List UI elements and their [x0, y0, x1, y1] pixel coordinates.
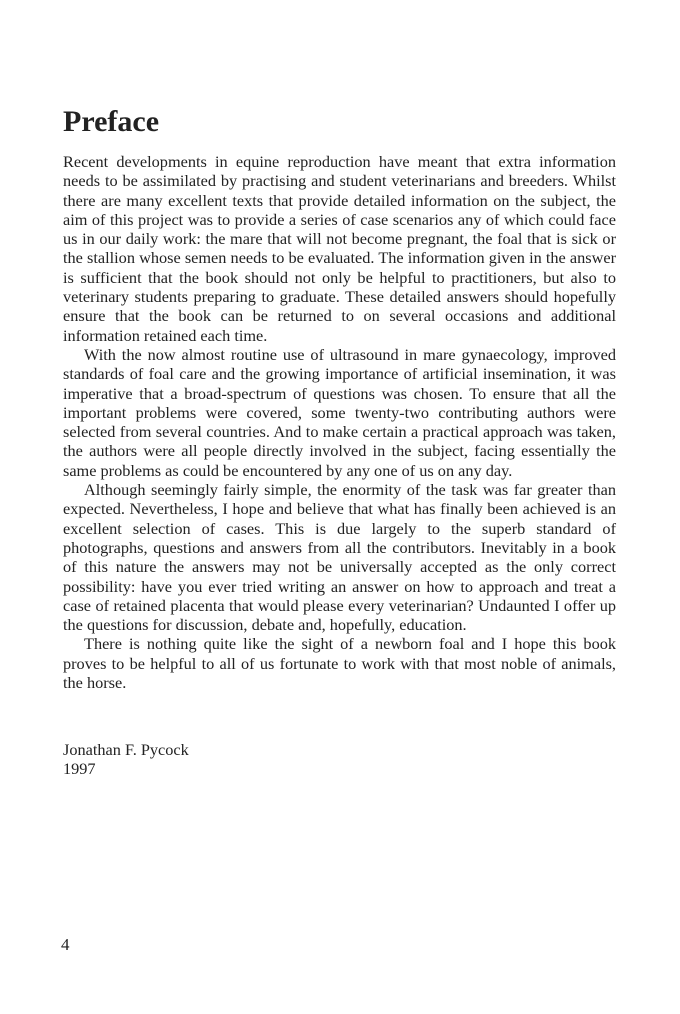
page-title: Preface — [63, 105, 160, 138]
preface-paragraph-4: There is nothing quite like the sight of a newborn foal and I hope this book proves to be helpful to all of us fortunate to work with that most noble of animals, the horse. — [63, 634, 616, 693]
author-signature — [63, 740, 189, 779]
preface-paragraph-2: With the now almost routine use of ultrasound in mare gynaecology, improved standards of foal care and the growing importance of artificial insemination, it was imperative that a broad-spectrum of questions was chosen. To ensure that all the important problems were covered, some twenty-two contributing authors were selected from several countries. And to make certain a practical approach was taken, the authors were all people directly involved in the subject, facing essentially the same problems as could be encountered by any one of us on any day. — [63, 344, 616, 480]
page-number: 4 — [61, 935, 70, 954]
publication-year: 1997 — [63, 759, 96, 779]
preface-paragraph-1: Recent developments in equine reproduction have meant that extra information needs to be assimilated by practising and student veterinarians and breeders. Whilst there are many excellent texts that provide detailed information on the subject, the aim of this project was to provide a series of case scenarios any of which could face us in our daily work: the mare that will not become pregnant, the foal that is sick or the stallion whose semen needs to be evaluated. The information given in the answer is sufficient that the book should not only be helpful to practitioners, but also to veterinary students preparing to graduate. These detailed answers should hopefully ensure that the book can be returned to on several occasions and additional information retained each time. — [63, 152, 616, 345]
author-name: Jonathan F. Pycock — [63, 740, 189, 759]
preface-body — [63, 152, 616, 692]
preface-paragraph-3: Although seemingly fairly simple, the enormity of the task was far greater than expected. Nevertheless, I hope and believe that what has finally been achieved is an excellent selection of cases. This is due largely to the superb standard of photographs, questions and answers from all the contributors. Inevitably in a book of this nature the answers may not be universally accepted as the only correct possibility: have you ever tried writing an answer on how to approach and treat a case of retained placenta that would please every veterinarian? Undaunted I offer up the questions for discussion, debate and, hopefully, education. — [63, 480, 616, 635]
